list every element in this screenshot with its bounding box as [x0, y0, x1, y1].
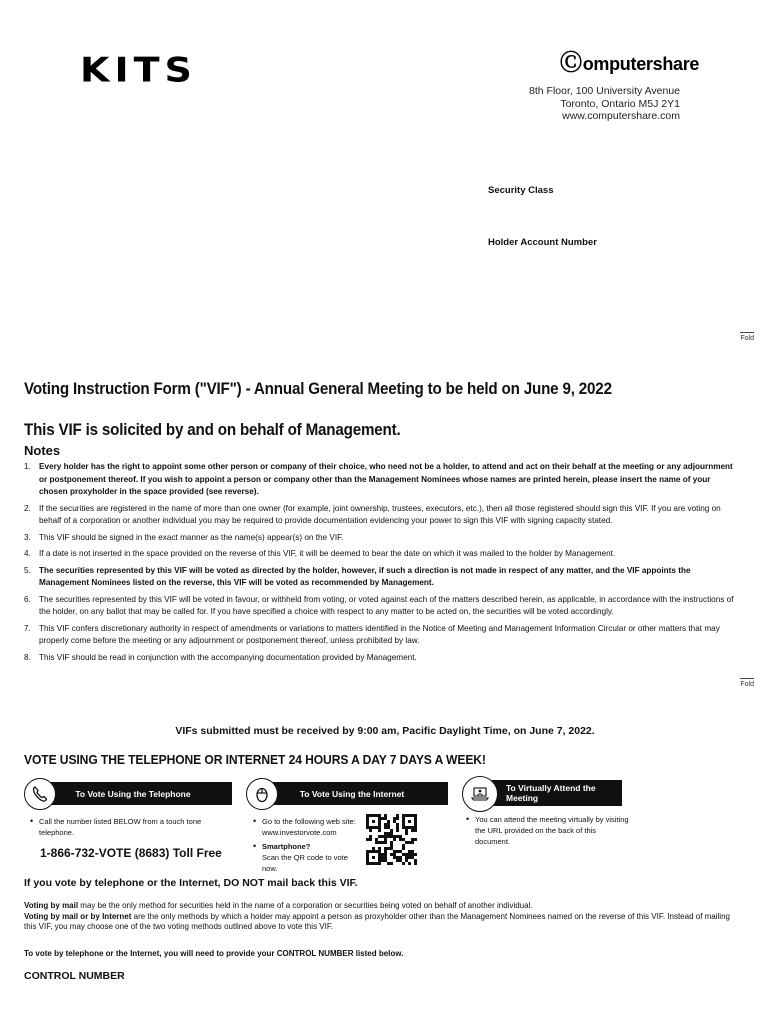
notes-list	[24, 461, 736, 668]
mail-voting-text-2: are the only methods by which a holder may appoint a person as proxyholder other than the Management Nominees named on the reverse of this VIF. Instead of mailing this VIF, you may choose one of the two voting methods outlined above to vote this VIF.	[24, 911, 730, 931]
note-item	[24, 503, 736, 528]
note-number: 8.	[24, 652, 31, 662]
computershare-logo	[560, 46, 699, 77]
note-item	[24, 652, 736, 665]
agent-address	[529, 85, 680, 123]
note-item	[24, 594, 736, 619]
telephone-icon-svg	[30, 784, 50, 804]
internet-bullet	[253, 816, 363, 838]
mail-voting-info	[24, 901, 736, 933]
fold-label: Fold	[740, 335, 754, 342]
note-number: 6.	[24, 594, 31, 604]
computershare-logo-text: omputershare	[582, 54, 700, 74]
issuer-logo: KITS	[80, 50, 197, 90]
computer-mouse-icon-svg	[252, 784, 272, 804]
fold-marker-top	[740, 332, 754, 342]
telephone-label: To Vote Using the Telephone	[34, 782, 232, 805]
fold-label: Fold	[740, 681, 754, 688]
vote-methods-heading: VOTE USING THE TELEPHONE OR INTERNET 24 HOURS A DAY 7 DAYS A WEEK!	[24, 752, 486, 767]
address-website: www.computershare.com	[562, 110, 680, 122]
form-title: Voting Instruction Form ("VIF") - Annual General Meeting to be held on June 9, 2022	[24, 380, 612, 398]
fold-line	[740, 332, 754, 333]
fold-marker-bottom	[740, 678, 754, 688]
internet-section	[246, 774, 448, 814]
bullet-dot: •	[253, 816, 257, 826]
note-text: This VIF confers discretionary authority in respect of amendments or variations to matters identified in the Notice of Meeting and Management Information Circular or other matters that may properly come before the meeting or any adjournment or postponement thereof, unless prohibited by law.	[39, 623, 720, 645]
laptop-icon	[462, 776, 498, 812]
note-item	[24, 565, 736, 590]
computershare-logo-mark: Ⓒ	[560, 50, 582, 75]
virtual-section	[462, 772, 622, 812]
smartphone-title: Smartphone?	[262, 842, 311, 851]
virtual-label: To Virtually Attend the Meeting	[476, 780, 622, 806]
note-number: 2.	[24, 503, 31, 513]
smartphone-bullet-text	[262, 841, 363, 874]
note-number: 3.	[24, 532, 31, 542]
note-text: Every holder has the right to appoint some other person or company of their choice, who need not be a holder, to attend and act on their behalf at the meeting or any adjournment or postponement thereof. If you wish to appoint a person or company other than the Management Nominees whose names are printed herein, please insert the name of your chosen proxyholder in the space provided (see reverse).	[39, 462, 733, 496]
mail-voting-text-1: may be the only method for securities held in the name of a corporation or securities being voted on behalf of another individual.	[78, 901, 533, 910]
smartphone-instruction: Scan the QR code to vote now.	[262, 853, 348, 873]
qr-module	[414, 862, 417, 865]
note-number: 1.	[24, 462, 31, 471]
mail-voting-line-1	[24, 901, 736, 912]
note-item	[24, 461, 736, 499]
virtual-bullet-text: You can attend the meeting virtually by visiting the URL provided on the back of this document.	[475, 815, 629, 846]
telephone-bullet	[30, 816, 220, 838]
control-number-label: CONTROL NUMBER	[24, 970, 125, 982]
address-line: Toronto, Ontario M5J 2Y1	[560, 97, 680, 110]
internet-bullet-text	[262, 816, 356, 838]
internet-instructions	[253, 816, 363, 874]
qr-code[interactable]	[366, 814, 417, 865]
mail-voting-bold-2: Voting by mail or by Internet	[24, 911, 132, 921]
telephone-number[interactable]: 1-866-732-VOTE (8683) Toll Free	[40, 846, 222, 860]
telephone-section	[24, 774, 232, 814]
investorvote-link[interactable]: www.investorvote.com	[262, 828, 337, 837]
note-text: If the securities are registered in the name of more than one owner (for example, joint ownership, trustees, executors, etc.), then all those registered should sign this VIF. If you are voting on behalf of a corporation or another individual you may be required to provide documentation evidencing your power to sign this VIF with signing capacity stated.	[39, 503, 721, 525]
computer-mouse-icon	[246, 778, 278, 810]
form-subtitle: This VIF is solicited by and on behalf of Management.	[24, 421, 401, 439]
note-text: This VIF should be read in conjunction with the accompanying documentation provided by Management.	[39, 652, 417, 662]
bullet-dot: •	[466, 814, 470, 824]
control-number-prompt: To vote by telephone or the Internet, you will need to provide your CONTROL NUMBER listed below.	[24, 949, 404, 958]
note-item	[24, 532, 736, 545]
note-item	[24, 623, 736, 648]
smartphone-bullet	[253, 841, 363, 874]
note-text: The securities represented by this VIF will be voted as directed by the holder, however, if such a direction is not made in respect of any matter, and the VIF appoints the Management Nominees listed on the reverse, this VIF will be voted as recommended by Management.	[39, 565, 691, 587]
note-item	[24, 548, 736, 561]
telephone-instructions	[30, 816, 220, 838]
telephone-bullet-text: Call the number listed BELOW from a touch tone telephone.	[39, 817, 202, 837]
mail-warning: If you vote by telephone or the Internet, DO NOT mail back this VIF.	[24, 877, 358, 889]
telephone-icon	[24, 778, 56, 810]
bullet-dot: •	[253, 841, 257, 851]
note-number: 7.	[24, 623, 31, 633]
note-text: If a date is not inserted in the space provided on the reverse of this VIF, it will be deemed to bear the date on which it was mailed to the holder by Management.	[39, 549, 616, 558]
address-line: 8th Floor, 100 University Avenue	[529, 85, 680, 97]
internet-bullet-intro: Go to the following web site:	[262, 817, 356, 826]
holder-account-label: Holder Account Number	[488, 237, 597, 248]
fold-line	[740, 678, 754, 679]
mail-voting-line-2	[24, 912, 736, 933]
note-number: 4.	[24, 549, 31, 558]
note-text: The securities represented by this VIF will be voted in favour, or withheld from voting, or voted against each of the matters described herein, as applicable, in accordance with the instructions of the holder, on any ballot that may be called for. If you have specified a choice with respect to any matter to be acted on, the securities will be voted accordingly.	[39, 594, 734, 616]
virtual-bullet	[466, 814, 631, 847]
submission-deadline: VIFs submitted must be received by 9:00 am, Pacific Daylight Time, on June 7, 2022.	[175, 725, 595, 737]
internet-label: To Vote Using the Internet	[256, 782, 448, 805]
note-number: 5.	[24, 565, 31, 575]
laptop-icon-svg	[469, 783, 491, 805]
security-class-label: Security Class	[488, 185, 554, 196]
mail-voting-bold-1: Voting by mail	[24, 901, 79, 910]
notes-heading: Notes	[24, 443, 61, 458]
bullet-dot: •	[30, 816, 34, 826]
note-text: This VIF should be signed in the exact manner as the name(s) appear(s) on the VIF.	[39, 532, 344, 542]
virtual-instructions	[466, 814, 631, 847]
